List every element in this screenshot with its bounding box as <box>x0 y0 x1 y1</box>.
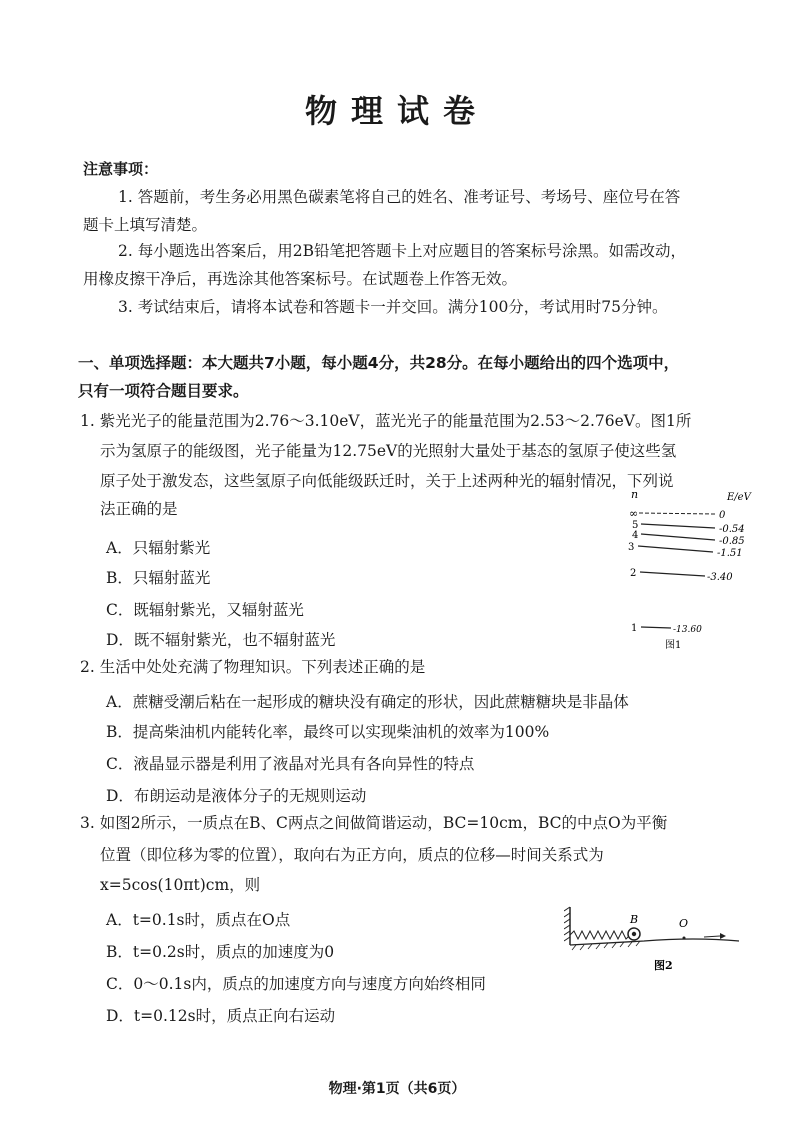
level-line-inf <box>639 513 715 514</box>
figure-2-caption: 图2 <box>654 959 673 972</box>
notice-line: 用橡皮擦干净后，再选涂其他答案标号。在试题卷上作答无效。 <box>83 270 518 288</box>
notice-line: 3. 考试结束后，请将本试卷和答题卡一并交回。满分100分，考试用时75分钟。 <box>118 298 668 316</box>
mass-ball-core <box>632 932 636 936</box>
level-e-4: -0.85 <box>719 536 745 547</box>
point-o-dot <box>683 937 686 940</box>
question-3-option-a: A．t=0.1s时，质点在O点 <box>106 911 291 929</box>
section-heading: 一、单项选择题：本大题共7小题，每小题4分，共28分。在每小题给出的四个选项中， <box>78 354 680 372</box>
level-n-5: 5 <box>632 520 639 531</box>
question-2-stem: 2. 生活中处处充满了物理知识。下列表述正确的是 <box>80 658 426 676</box>
question-3-option-d: D．t=0.12s时，质点正向右运动 <box>106 1007 336 1025</box>
level-e-inf: 0 <box>719 510 726 521</box>
level-line-2 <box>640 572 705 576</box>
question-2-option-a: A．蔗糖受潮后粘在一起形成的糖块没有确定的形状，因此蔗糖糖块是非晶体 <box>106 693 629 711</box>
energy-axis-label: E/eV <box>727 492 751 503</box>
question-1-line: 原子处于激发态，这些氢原子向低能级跃迁时，关于上述两种光的辐射情况，下列说 <box>100 472 674 490</box>
page-title: 物理试卷 <box>304 92 489 130</box>
question-3-option-b: B．t=0.2s时，质点的加速度为0 <box>106 943 335 961</box>
question-1-line: 1. 紫光光子的能量范围为2.76～3.10eV，蓝光光子的能量范围为2.53～2.76eV。图1所 <box>80 412 692 430</box>
level-n-4: 4 <box>632 530 639 541</box>
notice-heading: 注意事项： <box>83 160 159 178</box>
level-line-3 <box>638 546 713 552</box>
ground-surface <box>570 939 739 945</box>
question-1-line: 示为氢原子的能级图，光子能量为12.75eV的光照射大量处于基态的氢原子使这些氢 <box>100 442 677 460</box>
level-n-1: 1 <box>631 623 638 634</box>
section-heading-cont: 只有一项符合题目要求。 <box>78 382 249 400</box>
question-2-option-c: C．液晶显示器是利用了液晶对光具有各向异性的特点 <box>106 755 475 773</box>
level-n-2: 2 <box>630 568 637 579</box>
page-footer: 物理·第1页（共6页） <box>328 1081 466 1097</box>
question-1-option-a: A．只辐射紫光 <box>106 539 211 557</box>
question-3-line: 位置（即位移为零的位置），取向右为正方向，质点的位移—时间关系式为 <box>100 846 604 864</box>
notice-line: 2. 每小题选出答案后，用2B铅笔把答题卡上对应题目的答案标号涂黑。如需改动， <box>118 242 686 260</box>
question-3-option-c: C．0～0.1s内，质点的加速度方向与速度方向始终相同 <box>106 975 486 993</box>
level-e-1: -13.60 <box>673 625 702 635</box>
notice-line: 1. 答题前，考生务必用黑色碳素笔将自己的姓名、准考证号、考场号、座位号在答 <box>118 188 681 206</box>
question-3-line: x=5cos(10πt)cm，则 <box>100 876 261 894</box>
direction-arrow <box>704 936 720 937</box>
n-axis-label: n <box>631 488 639 501</box>
question-1-option-d: D．既不辐射紫光，也不辐射蓝光 <box>106 631 336 649</box>
energy-level-diagram <box>625 486 760 656</box>
level-line-1 <box>641 627 671 628</box>
level-e-3: -1.51 <box>717 548 743 559</box>
question-3-line: 3. 如图2所示，一质点在B、C两点之间做简谐运动，BC=10cm，BC的中点O为平衡 <box>80 814 668 832</box>
question-1-option-c: C．既辐射紫光，又辐射蓝光 <box>106 601 304 619</box>
question-1-option-b: B．只辐射蓝光 <box>106 569 211 587</box>
notice-line: 题卡上填写清楚。 <box>83 216 208 234</box>
figure-1-caption: 图1 <box>665 640 682 651</box>
point-o-label: O <box>679 917 689 930</box>
direction-arrow-head <box>720 933 726 939</box>
spring-oscillator-diagram <box>564 905 744 975</box>
level-n-3: 3 <box>628 542 635 553</box>
question-2-option-b: B．提高柴油机内能转化率，最终可以实现柴油机的效率为100% <box>106 723 550 741</box>
level-n-inf: ∞ <box>629 507 639 520</box>
spring <box>570 931 630 939</box>
wall-hatching <box>564 907 570 941</box>
question-1-line: 法正确的是 <box>100 500 178 518</box>
level-e-5: -0.54 <box>719 524 745 535</box>
level-line-4 <box>641 534 715 540</box>
level-line-5 <box>641 524 715 528</box>
level-e-2: -3.40 <box>707 572 733 583</box>
question-2-option-d: D．布朗运动是液体分子的无规则运动 <box>106 787 367 805</box>
point-b-label: B <box>630 913 639 926</box>
